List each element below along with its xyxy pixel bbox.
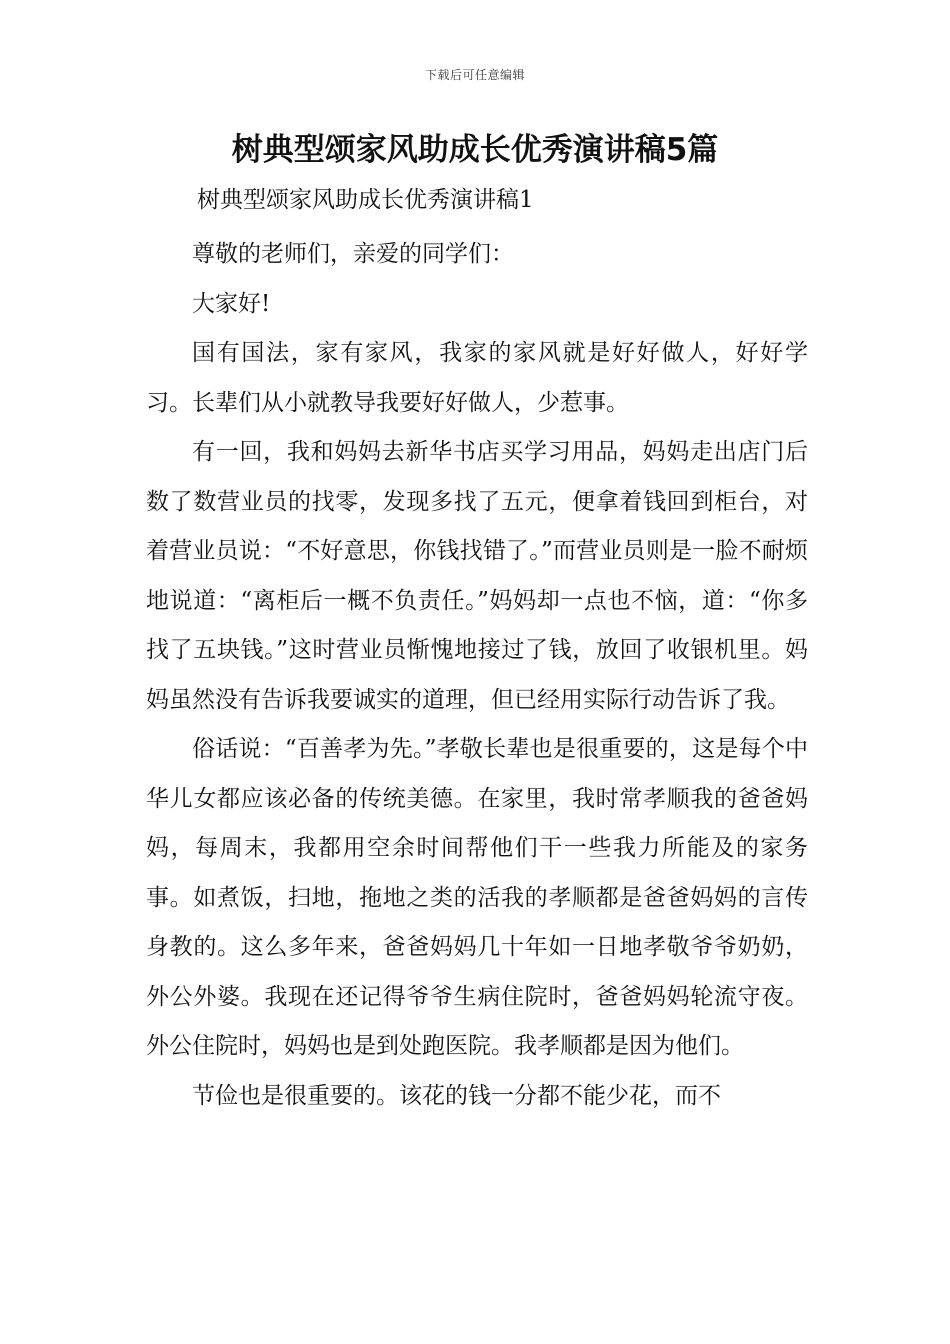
paragraph-thrift: 节俭也是很重要的。该花的钱一分都不能少花，而不	[192, 1082, 721, 1109]
paragraph-honesty-story: 有一回，我和妈妈去新华书店买学习用品，妈妈走出店门后数了数营业员的找零，发现多找了五元，便拿着钱回到柜台，对着营业员说：“不好意思，你钱找错了。”而营业员则是一脸不耐烦地说道：“离柜后一概不负责任。”妈妈却一点也不恼，道：“你多找了五块钱。”这时营业员惭愧地接过了钱，放回了收银机里。妈妈虽然没有告诉我要诚实的道理，但已经用实际行动告诉了我。	[146, 439, 808, 713]
paragraph-family-rule: 国有国法，家有家风，我家的家风就是好好做人，好好学习。长辈们从小就教导我要好好做人，少惹事。	[146, 340, 808, 416]
paragraph-hello: 大家好!	[192, 290, 271, 317]
header-note: 下载后可任意编辑	[424, 68, 525, 82]
document-subtitle: 树典型颂家风助成长优秀演讲稿1	[197, 187, 534, 213]
paragraph-greeting: 尊敬的老师们，亲爱的同学们：	[192, 241, 514, 267]
paragraph-filial-piety: 俗话说：“百善孝为先。”孝敬长辈也是很重要的，这是每个中华儿女都应该必备的传统美德。在家里，我时常孝顺我的爸爸妈妈，每周末，我都用空余时间帮他们干一些我力所能及的家务事。如煮饭，扫地，拖地之类的活我的孝顺都是爸爸妈妈的言传身教的。这么多年来，爸爸妈妈几十年如一日地孝敬爷爷奶奶，外公外婆。我现在还记得爷爷生病住院时，爸爸妈妈轮流守夜。外公住院时，妈妈也是到处跑医院。我孝顺都是因为他们。	[146, 736, 808, 1059]
document-title: 树典型颂家风助成长优秀演讲稿5篇	[231, 132, 719, 168]
document-body	[146, 230, 808, 1121]
